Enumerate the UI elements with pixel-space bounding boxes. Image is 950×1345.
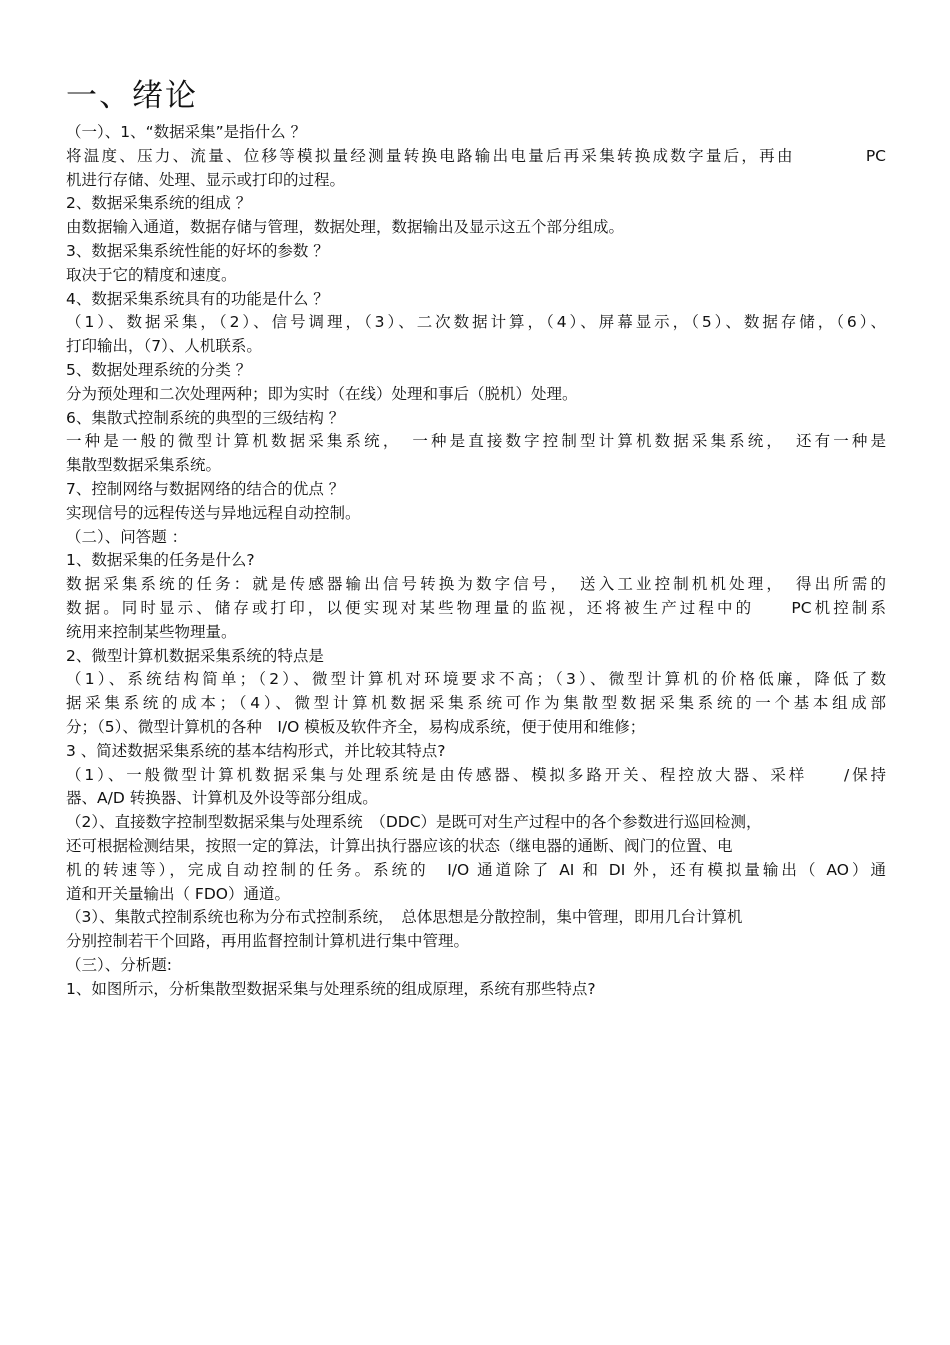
question-line: 4、数据采集系统具有的功能是什么 ？ bbox=[66, 289, 329, 308]
question-line: 1、如图所示，分析集散型数据采集与处理系统的组成原理，系统有那些特点? bbox=[66, 979, 596, 998]
question-line: 7、控制网络与数据网络的结合的优点 ？ bbox=[66, 479, 345, 498]
document-body bbox=[66, 121, 886, 1001]
answer-line: 器、A/D 转换器、计算机及外设等部分组成。 bbox=[66, 789, 378, 808]
answer-line: 集散型数据采集系统。 bbox=[66, 456, 222, 475]
answer-line: 由数据输入通道，数据存储与管理，数据处理，数据输出及显示这五个部分组成。 bbox=[66, 218, 625, 237]
answer-line: 数据采集系统的任务：就是传感器输出信号转换为数字信号， 送入工业控制机机处理， 得出所需的 bbox=[66, 575, 886, 594]
question-line: 2、数据采集系统的组成 ？ bbox=[66, 194, 252, 213]
section-title: 一、绪论 bbox=[66, 78, 198, 114]
answer-line: （1）、一般微型计算机数据采集与处理系统是由传感器、模拟多路开关、程控放大器、采样 /保持 bbox=[66, 765, 886, 784]
question-line: 5、数据处理系统的分类 ？ bbox=[66, 360, 252, 379]
answer-line: 道和开关量输出（ FDO）通道。 bbox=[66, 884, 290, 903]
answer-line: （2）、直接数字控制型数据采集与处理系统 （DDC）是既可对生产过程中的各个参数进行巡回检测， bbox=[66, 813, 762, 832]
subsection-heading: （三）、分析题: bbox=[66, 955, 172, 974]
answer-line: 数据。同时显示、储存或打印，以便实现对某些物理量的监视，还将被生产过程中的 PC机控制系 bbox=[66, 598, 886, 617]
answer-line: 将温度、压力、流量、位移等模拟量经测量转换电路输出电量后再采集转换成数字量后，再由 PC bbox=[66, 146, 886, 165]
subsection-heading: （二）、问答题 ： bbox=[66, 527, 188, 546]
answer-line: 统用来控制某些物理量。 bbox=[66, 622, 237, 641]
answer-line: 打印输出，（7）、人机联系。 bbox=[66, 337, 262, 356]
answer-line: 分别控制若干个回路，再用监督控制计算机进行集中管理。 bbox=[66, 932, 470, 951]
question-line: （一）、1、“数据采集”是指什么 ？ bbox=[66, 123, 307, 141]
answer-line: 还可根据检测结果，按照一定的算法，计算出执行器应该的状态（继电器的通断、阀门的位置、电 bbox=[66, 836, 733, 855]
answer-line: （3）、集散式控制系统也称为分布式控制系统， 总体思想是分散控制，集中管理，即用几台计算机 bbox=[66, 908, 743, 927]
answer-line: 机的转速等），完成自动控制的任务。系统的 I/O 通道除了 AI 和 DI 外，还有模拟量输出（ AO）通 bbox=[66, 860, 886, 879]
answer-line: 分为预处理和二次处理两种；即为实时（在线）处理和事后（脱机）处理。 bbox=[66, 384, 578, 403]
question-line: 3 、简述数据采集系统的基本结构形式，并比较其特点? bbox=[66, 741, 446, 760]
answer-line: 实现信号的远程传送与异地远程自动控制。 bbox=[66, 503, 361, 522]
answer-line: （1）、系统结构简单；（2）、微型计算机对环境要求不高；（3）、微型计算机的价格低廉，降低了数 bbox=[66, 670, 886, 689]
answer-line: 一种是一般的微型计算机数据采集系统， 一种是直接数字控制型计算机数据采集系统， 还有一种是 bbox=[66, 432, 886, 451]
question-line: 6、集散式控制系统的典型的三级结构 ？ bbox=[66, 408, 345, 427]
question-line: 1、数据采集的任务是什么? bbox=[66, 551, 255, 570]
question-line: 3、数据采集系统性能的好坏的参数 ？ bbox=[66, 241, 329, 260]
answer-line: 机进行存储、处理、显示或打印的过程。 bbox=[66, 170, 346, 189]
answer-line: 取决于它的精度和速度。 bbox=[66, 265, 237, 284]
answer-line: 据采集系统的成本；（4）、微型计算机数据采集系统可作为集散型数据采集系统的一个基本组成部 bbox=[66, 694, 886, 713]
answer-line: （1）、数据采集，（2）、信号调理，（3）、二次数据计算，（4）、屏幕显示，（5）、数据存储，（6）、 bbox=[66, 313, 886, 332]
question-line: 2、微型计算机数据采集系统的特点是 bbox=[66, 646, 324, 665]
answer-line: 分；（5）、微型计算机的各种 I/O 模板及软件齐全，易构成系统，便于使用和维修； bbox=[66, 717, 646, 736]
